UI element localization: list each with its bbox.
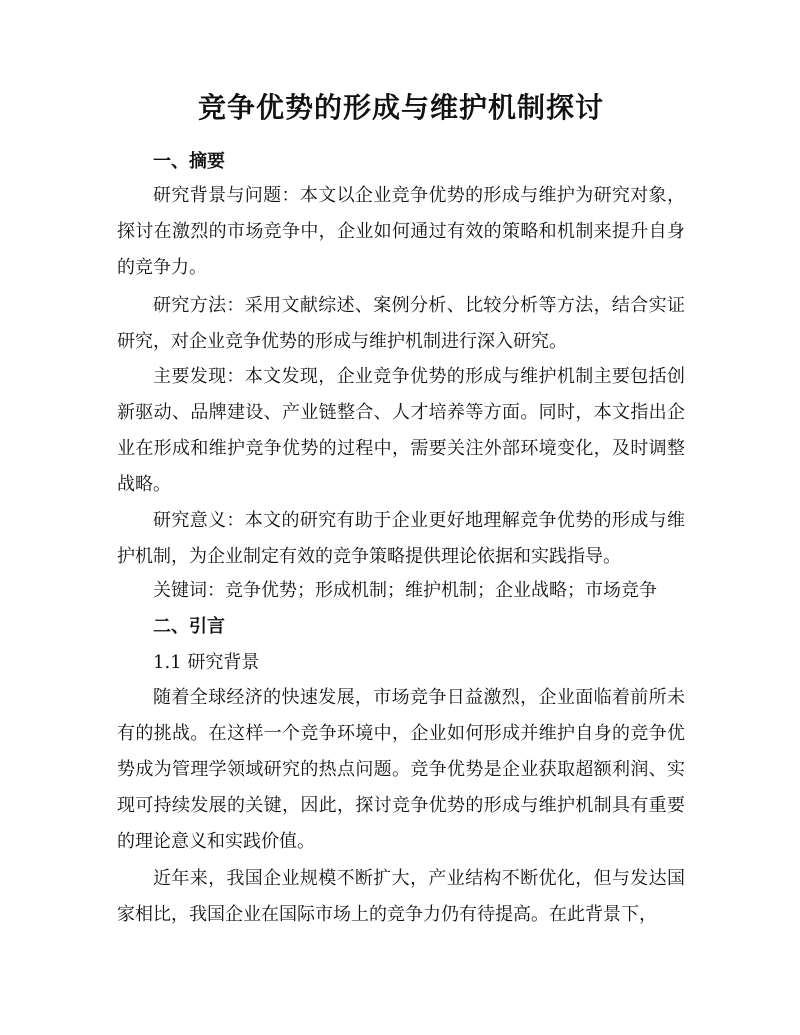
intro-paragraph-1: 随着全球经济的快速发展，市场竞争日益激烈，企业面临着前所未有的挑战。在这样一个竞争环境中，企业如何形成并维护自身的竞争优势成为管理学领域研究的热点问题。竞争优势是企业获取超额利润、实现可持续发展的关键，因此，探讨竞争优势的形成与维护机制具有重要的理论意义和实践价值。 [117, 687, 685, 852]
keywords-line: 关键词：竞争优势；形成机制；维护机制；企业战略；市场竞争 [153, 580, 657, 601]
abstract-heading: 一、摘要 [153, 151, 225, 172]
abstract-background-paragraph: 研究背景与问题：本文以企业竞争优势的形成与维护为研究对象，探讨在激烈的市场竞争中，企业如何通过有效的策略和机制来提升自身的竞争力。 [117, 185, 685, 278]
abstract-significance-paragraph: 研究意义：本文的研究有助于企业更好地理解竞争优势的形成与维护机制，为企业制定有效的竞争策略提供理论依据和实践指导。 [117, 510, 685, 567]
abstract-findings-paragraph: 主要发现：本文发现，企业竞争优势的形成与维护机制主要包括创新驱动、品牌建设、产业链整合、人才培养等方面。同时，本文指出企业在形成和维护竞争优势的过程中，需要关注外部环境变化，及时调整战略。 [117, 366, 685, 495]
intro-heading: 二、引言 [153, 616, 225, 637]
abstract-method-paragraph: 研究方法：采用文献综述、案例分析、比较分析等方法，结合实证研究，对企业竞争优势的形成与维护机制进行深入研究。 [117, 295, 685, 352]
document-title: 竞争优势的形成与维护机制探讨 [197, 91, 604, 124]
intro-paragraph-2: 近年来，我国企业规模不断扩大，产业结构不断优化，但与发达国家相比，我国企业在国际市场上的竞争力仍有待提高。在此背景下， [117, 868, 685, 925]
subsection-heading-1-1: 1.1 研究背景 [153, 652, 260, 673]
